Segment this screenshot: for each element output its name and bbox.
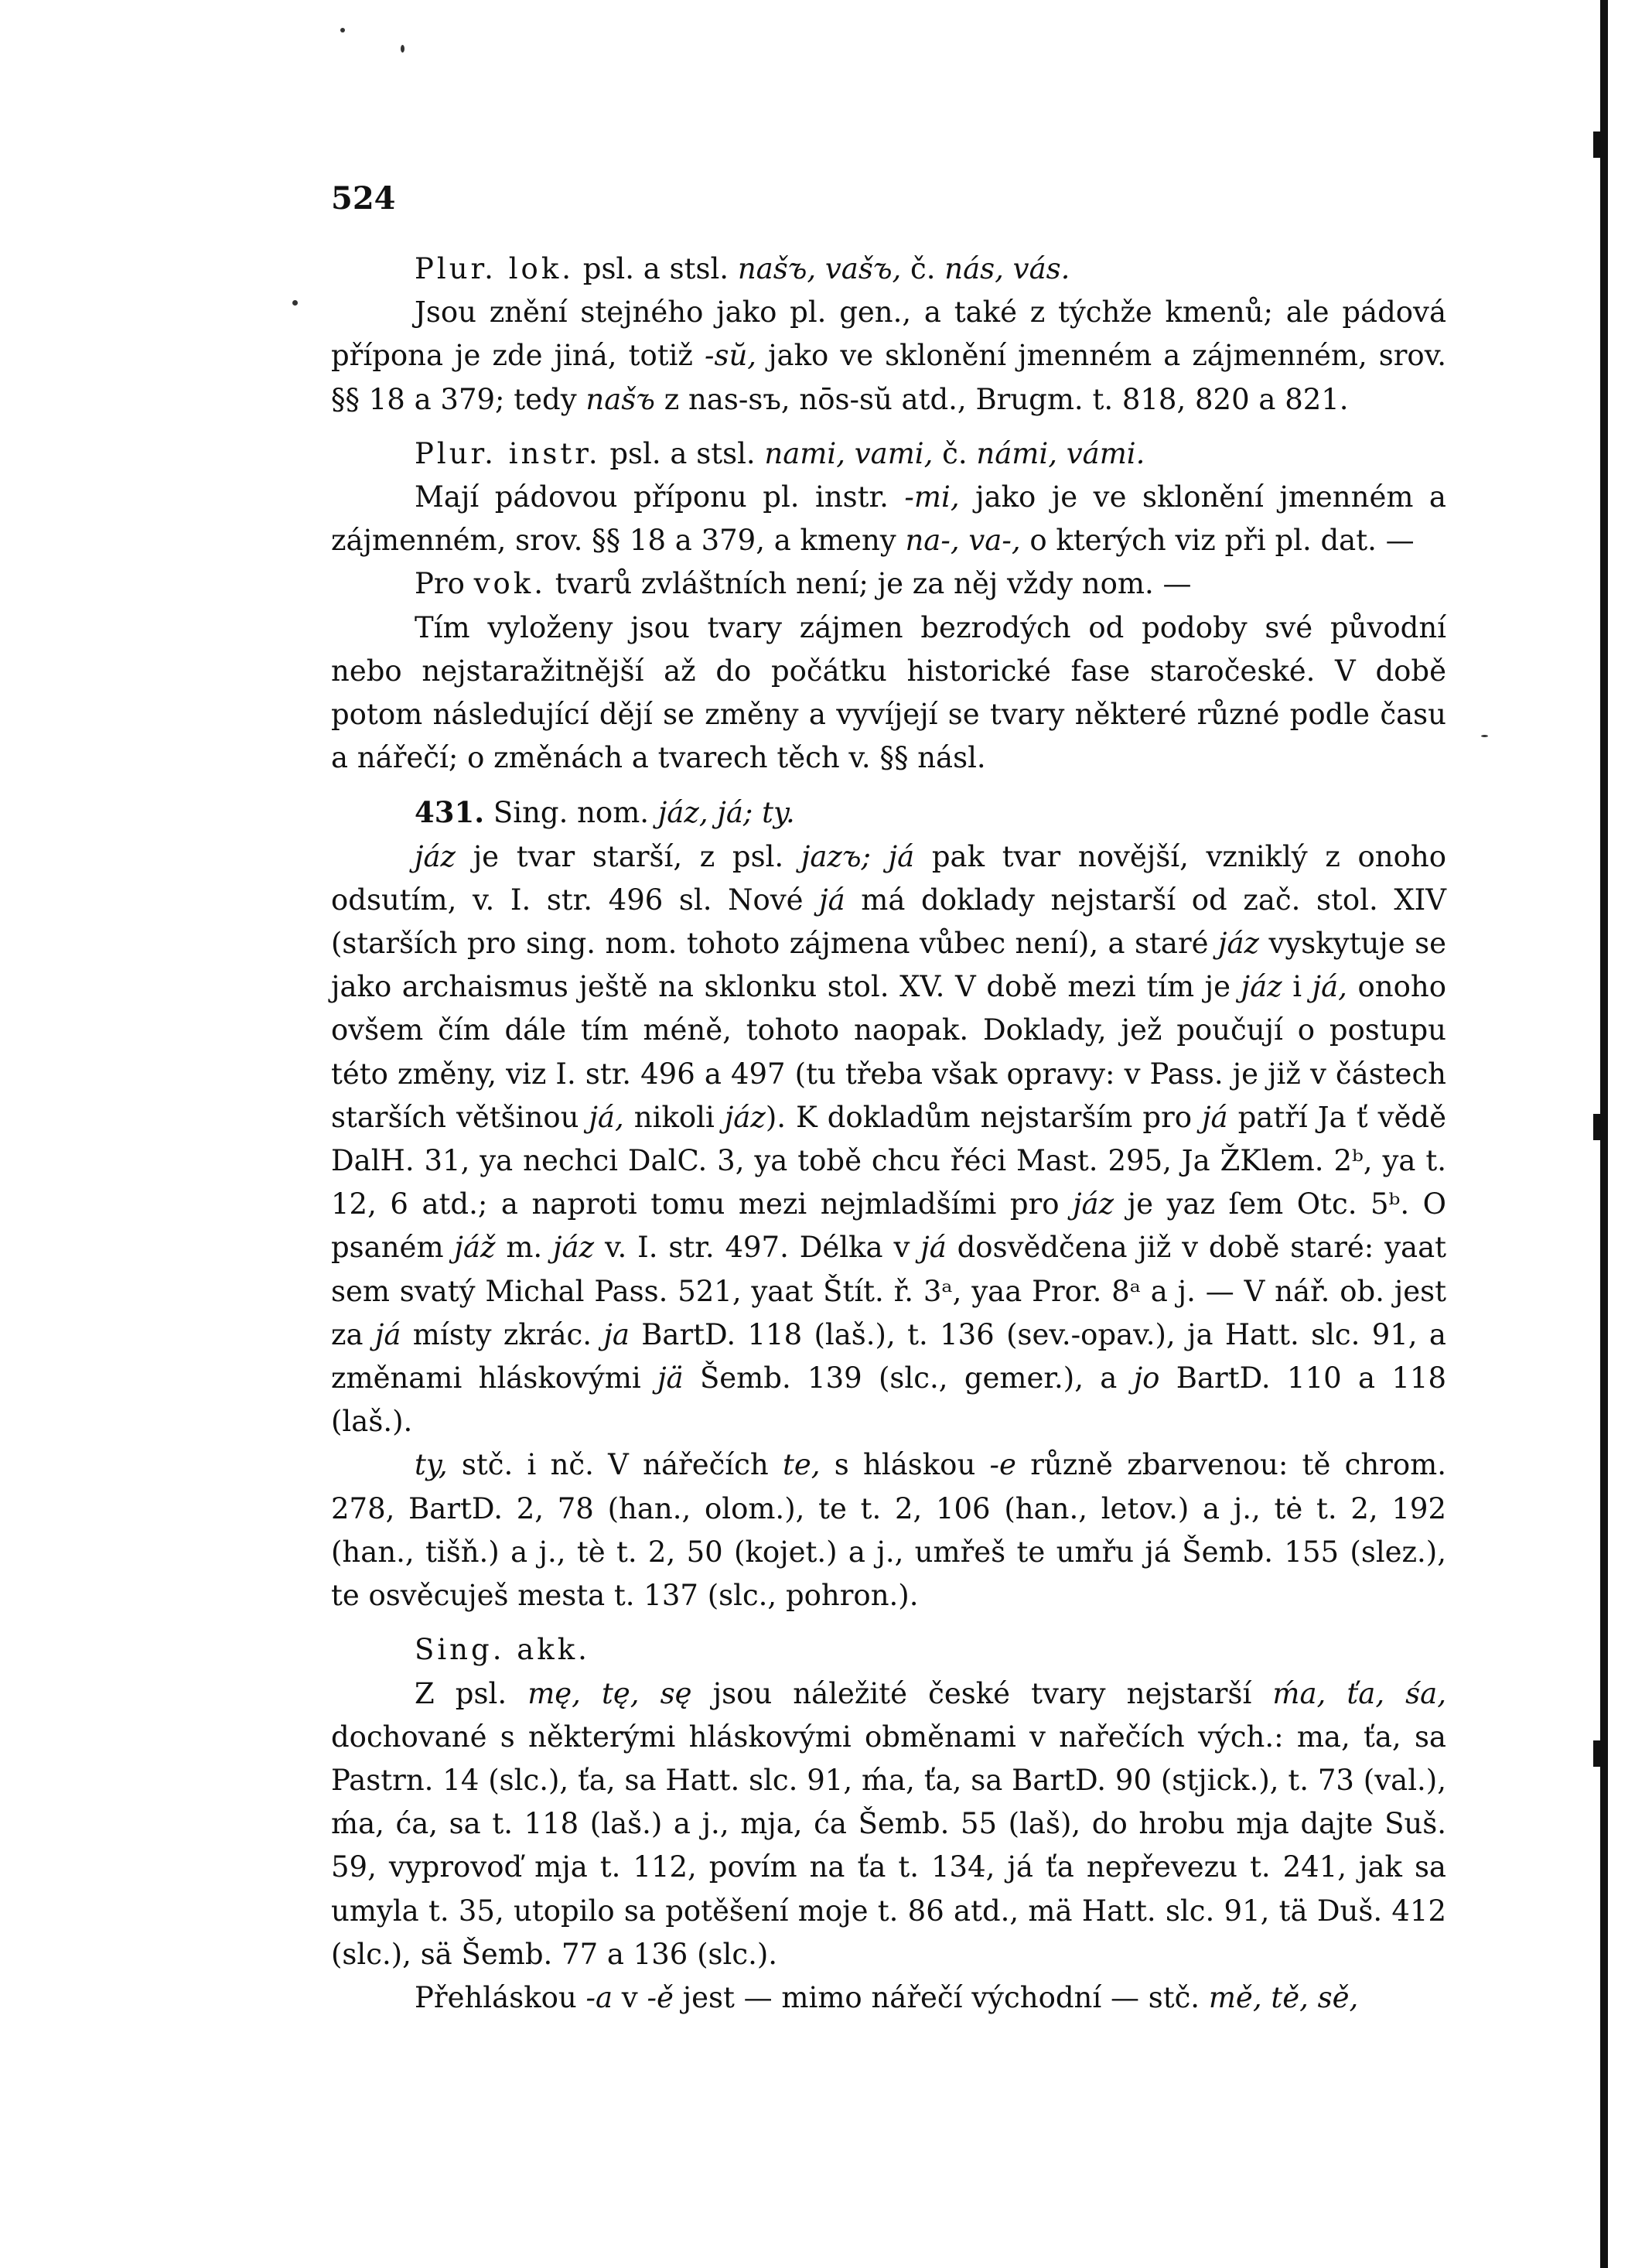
edge-mark: [1593, 1740, 1607, 1767]
scan-speck: [340, 28, 345, 32]
scan-speck: [292, 300, 298, 306]
paragraph: Plur. instr. psl. a stsl. nami, vami, č. námi, vámi.: [415, 436, 1145, 470]
paragraph: [331, 1628, 1446, 1672]
paragraph: Tím vyloženy jsou tvary zájmen bezrodých od podoby své původní nebo nejstaražitnější až do počátku historické fase staročeské. V době potom následující dějí se změny a vyvíjejí se tvary některé různé podle času a nářečí; o změnách a tvarech těch v. §§ násl.: [331, 610, 1446, 775]
paragraph: Plur. lok. psl. a stsl. našъ, vašъ, č. nás, vás.: [415, 252, 1070, 285]
case-label: vok.: [473, 567, 546, 601]
edge-mark: [1593, 1114, 1607, 1140]
paragraph: Z psl. mę, tę, sę jsou náležité české tvary nejstarší ḿa, ťa, śa, dochované s některými hláskovými obměnami v nařečích vých.: ma, ťa, sa Pastrn. 14 (slc.), ťa, sa Hatt. slc. 91, ḿa, ťa, sa BartD. 90 (stjick.), t. 73 (val.), ḿa, ća, sa t. 118 (laš.) a j., mja, ća Šemb. 55 (laš), do hrobu mja dajte Suš. 59, vyprovoď mja t. 112, povím na ťa t. 134, já ťa nepřevezu t. 241, jak sa umyla t. 35, utopilo sa potěšení moje t. 86 atd., mä Hatt. slc. 91, tä Duš. 412 (slc.), sä Šemb. 77 a 136 (slc.).: [331, 1676, 1446, 1971]
paragraph: Přehláskou -a v -ě jest — mimo nářečí východní — stč. mě, tě, sě,: [415, 1980, 1359, 2014]
paragraph: Pro vok. tvarů zvláštních není; je za něj vždy nom. —: [415, 567, 1192, 601]
scan-speck: [1481, 735, 1488, 737]
paragraph: jáz je tvar starší, z psl. jazъ; já pak tvar novější, vzniklý z onoho odsutím, v. I. str. 496 sl. Nové já má doklady nejstarší od zač. stol. XIV (starších pro sing. nom. tohoto zájmena vůbec není), a staré jáz vyskytuje se jako archaismus ještě na sklonku stol. XV. V době mezi tím je jáz i já, onoho ovšem čím dále tím méně, tohoto naopak. Doklady, jež poučují o postupu této změny, viz I. str. 496 a 497 (tu třeba však opravy: v Pass. je již v částech starších většinou já, nikoli jáz). K dokladům nejstarším pro já patří Ja ť vědě DalH. 31, ya nechci DalC. 3, ya tobě chcu řéci Mast. 295, Ja ŽKlem. 2ᵇ, ya t. 12, 6 atd.; a naproti tomu mezi nejmladšími pro jáz je yaz ſem Otc. 5ᵇ. O psaném jáž m. jáz v. I. str. 497. Délka v já dosvědčena již v době staré: yaat sem svatý Michal Pass. 521, yaat Štít. ř. 3ᵃ, yaa Pror. 8ᵃ a j. — V nář. ob. jest za já místy zkrác. ja BartD. 118 (laš.), t. 136 (sev.-opav.), ja Hatt. slc. 91, a změnami hláskovými jä Šemb. 139 (slc., gemer.), a jo BartD. 110 a 118 (laš.).: [331, 839, 1447, 1439]
case-label: Plur. lok.: [415, 252, 574, 285]
paragraph: Mají pádovou příponu pl. instr. -mi, jako je ve sklonění jmenném a zájmenném, srov. §§ 18 a 379, a kmeny na-, va-, o kterých viz při pl. dat. —: [331, 480, 1446, 558]
case-label: Sing. akk.: [415, 1633, 590, 1667]
paragraph: 431. Sing. nom. jáz, já; ty.: [415, 795, 795, 830]
scan-speck: [401, 45, 404, 53]
page-text: [331, 248, 1446, 2020]
section-number: 431.: [415, 795, 485, 830]
paragraph: ty, stč. i nč. V nářečích te, s hláskou -e různě zbarvenou: tě chrom. 278, BartD. 2, 78 (han., olom.), te t. 2, 106 (han., letov.) a j., tė t. 2, 192 (han., tišň.) a j., tè t. 2, 50 (kojet.) a j., umřeš te umřu já Šemb. 155 (slez.), te osvěcuješ mesta t. 137 (slc., pohron.).: [331, 1448, 1446, 1613]
case-label: Plur. instr.: [415, 436, 601, 470]
edge-mark: [1593, 132, 1607, 158]
paragraph: Jsou znění stejného jako pl. gen., a také z týchže kmenů; ale pádová přípona je zde jiná, totiž -sŭ, jako ve sklonění jmenném a zájmenném, srov. §§ 18 a 379; tedy našъ z nas-sъ, nōs-sŭ atd., Brugm. t. 818, 820 a 821.: [331, 295, 1446, 416]
page-number: 524: [331, 180, 396, 217]
